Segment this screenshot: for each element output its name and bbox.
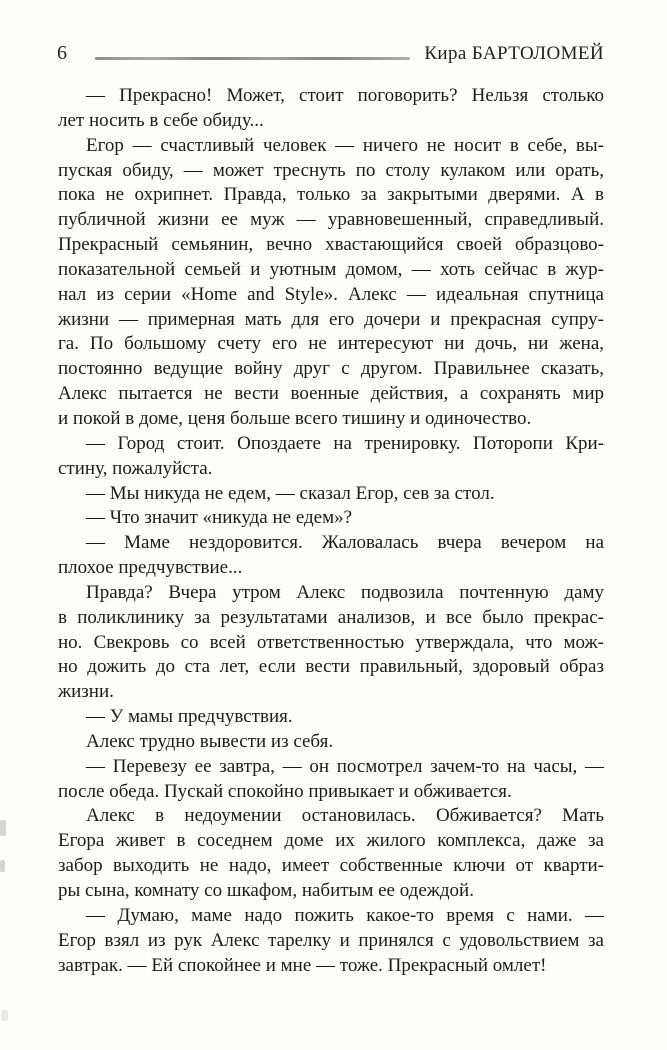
text-line: показательной семьей и уютным домом, — хоть сейчас в жур- <box>58 258 604 280</box>
text-line: Правда? Вчера утром Алекс подвозила почтенную даму <box>86 581 604 603</box>
scan-artifact <box>0 860 5 872</box>
text-line: — Перевезу ее завтра, — он посмотрел зачем-то на часы, — <box>86 755 604 777</box>
text-line: Егора живет в соседнем доме их жилого комплекса, даже за <box>58 830 604 852</box>
scan-artifact <box>1 1010 8 1021</box>
text-line: плохое предчувствие... <box>58 557 243 579</box>
text-line: — Прекрасно! Может, стоит поговорить? Нельзя столько <box>86 85 604 106</box>
running-head-author: Кира БАРТОЛОМЕЙ <box>424 43 604 64</box>
text-line: Прекрасный семьянин, вечно хвастающийся своей образцово- <box>58 234 604 256</box>
text-line: жизни. <box>58 681 114 703</box>
text-line: ры сына, комнату со шкафом, набитым ее одеждой. <box>58 880 474 901</box>
text-line: Алекс трудно вывести из себя. <box>86 730 334 752</box>
text-line: Алекс пытается не вести военные действия, а сохранять мир <box>58 383 604 405</box>
text-line: — Думаю, маме надо пожить какое-то время с нами. — <box>86 904 604 926</box>
text-line: и покой в доме, ценя больше всего тишину и одиночество. <box>58 407 532 429</box>
text-line: пуская обиду, — может треснуть по столу кулаком или орать, <box>58 159 604 181</box>
page-number: 6 <box>57 42 67 64</box>
text-line: завтрак. — Ей спокойнее и мне — тоже. Прекрасный омлет! <box>58 954 547 976</box>
scan-artifact <box>0 820 6 836</box>
text-line: — Маме нездоровится. Жаловалась вчера вечером на <box>86 532 604 554</box>
text-line: Егор — счастливый человек — ничего не носит в себе, вы- <box>86 134 604 156</box>
text-line: публичной жизни ее муж — уравновешенный, справедливый. <box>58 209 604 231</box>
text-line: но дожить до ста лет, если вести правильный, здоровый образ <box>58 656 604 678</box>
header-rule <box>95 57 410 60</box>
text-line: стину, пожалуйста. <box>58 457 213 479</box>
text-line: постоянно ведущие войну друг с другом. Правильнее сказать, <box>58 358 604 380</box>
text-line: забор выходить не надо, имеет собственные ключи от кварти- <box>58 855 604 877</box>
running-head <box>57 43 604 64</box>
text-line: — Мы никуда не едем, — сказал Егор, сев за стол. <box>86 482 495 504</box>
text-line: жизни — примерная мать для его дочери и прекрасная супру- <box>58 308 604 330</box>
text-line: в поликлинику за результатами анализов, и все было прекрас- <box>58 606 604 628</box>
text-line: — Город стоит. Опоздаете на тренировку. Поторопи Кри- <box>86 432 604 454</box>
text-line: после обеда. Пускай спокойно привыкает и обживается. <box>58 780 512 802</box>
text-line: Алекс в недоумении остановилась. Обживается? Мать <box>86 805 604 827</box>
text-line: Егор взял из рук Алекс тарелку и принялся с удовольствием за <box>58 929 604 951</box>
text-line: но. Свекровь со всей ответственностью утверждала, что мож- <box>58 631 604 653</box>
text-line: нал из серии «Home and Style». Алекс — идеальная спутница <box>58 283 604 305</box>
text-line: — Что значит «никуда не едем»? <box>86 507 353 529</box>
text-line: пока не охрипнет. Правда, только за закрытыми дверями. А в <box>58 184 604 206</box>
text-line: — У мамы предчувствия. <box>86 706 293 728</box>
text-line: лет носить в себе обиду... <box>58 109 264 131</box>
text-block <box>58 84 604 978</box>
text-line: га. По большому счету его не интересуют ни дочь, ни жена, <box>58 333 604 355</box>
